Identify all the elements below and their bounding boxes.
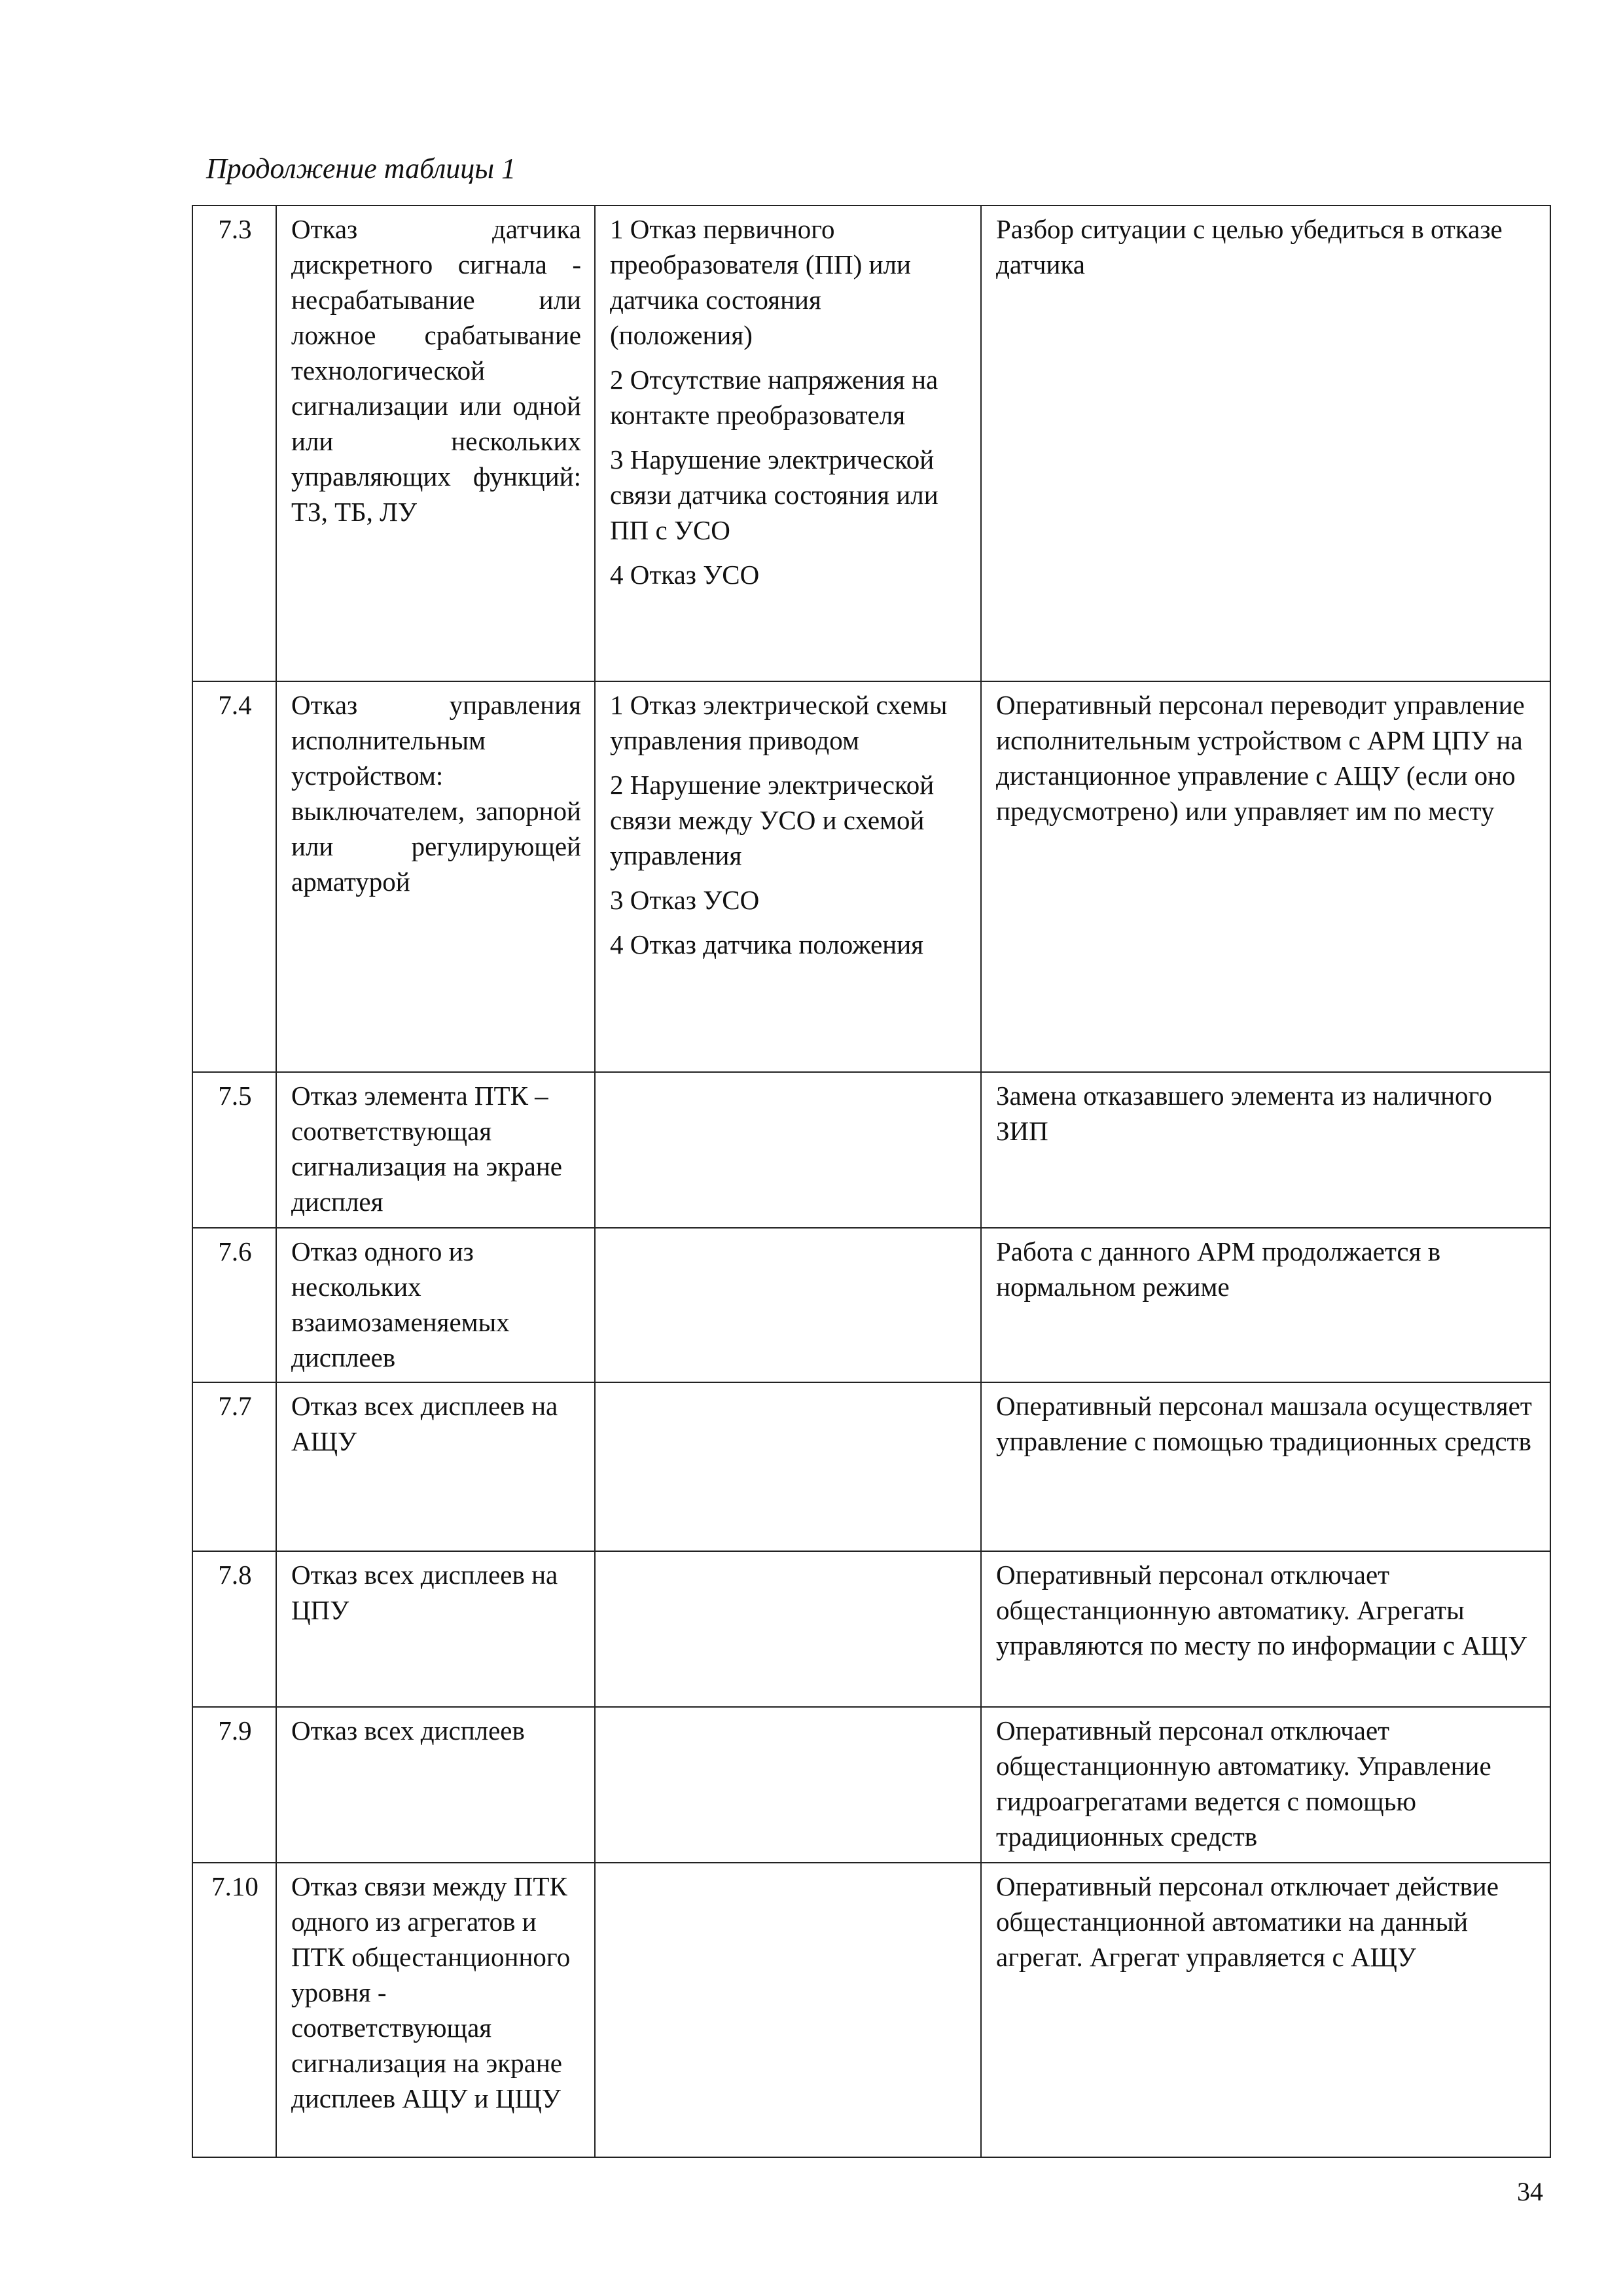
operator-action: Оперативный персонал отключает действие общестанционной автоматики на данный агрегат. Агрегат управляется с АЩУ <box>981 1863 1550 2157</box>
failure-description: Отказ элемента ПТК – соответствующая сигнализация на экране дисплея <box>276 1072 595 1228</box>
operator-action: Оперативный персонал машзала осуществляет управление с помощью традиционных средств <box>981 1382 1550 1551</box>
table-caption: Продолжение таблицы 1 <box>206 152 516 185</box>
table-row <box>192 681 1550 1072</box>
operator-action: Замена отказавшего элемента из наличного ЗИП <box>981 1072 1550 1228</box>
cause-item: 4 Отказ датчика положения <box>610 929 924 960</box>
cause-item: 3 Отказ УСО <box>610 885 760 915</box>
table-row <box>192 206 1550 681</box>
failure-causes <box>595 1382 981 1551</box>
cause-item: 3 Нарушение электрической связи датчика состояния или ПП с УСО <box>610 444 938 545</box>
cause-item: 1 Отказ первичного преобразователя (ПП) или датчика состояния (положения) <box>610 214 911 350</box>
failure-causes <box>595 1551 981 1707</box>
failure-causes <box>595 681 981 1072</box>
failure-causes <box>595 1072 981 1228</box>
row-number: 7.10 <box>192 1863 276 2157</box>
cause-item: 1 Отказ электрической схемы управления приводом <box>610 690 948 755</box>
failure-causes <box>595 1228 981 1382</box>
failure-description: Отказ всех дисплеев на АЩУ <box>276 1382 595 1551</box>
operator-action: Разбор ситуации с целью убедиться в отказе датчика <box>981 206 1550 681</box>
table-row <box>192 1072 1550 1228</box>
failure-description: Отказ связи между ПТК одного из агрегатов и ПТК общестанционного уровня - соответствующая сигнализация на экране дисплеев АЩУ и ЦЩУ <box>276 1863 595 2157</box>
row-number: 7.8 <box>192 1551 276 1707</box>
failure-causes <box>595 1707 981 1863</box>
table-row <box>192 1382 1550 1551</box>
row-number: 7.7 <box>192 1382 276 1551</box>
cause-item: 4 Отказ УСО <box>610 560 760 590</box>
table-row <box>192 1228 1550 1382</box>
page-number: 34 <box>1517 2177 1543 2206</box>
table-row <box>192 1551 1550 1707</box>
failure-causes <box>595 206 981 681</box>
operator-action: Оперативный персонал переводит управление исполнительным устройством с АРМ ЦПУ на дистанционное управление с АЩУ (если оно предусмотрено) или управляет им по месту <box>981 681 1550 1072</box>
operator-action: Работа с данного АРМ продолжается в нормальном режиме <box>981 1228 1550 1382</box>
failure-description: Отказ датчика дискретного сигнала - несрабатывание или ложное срабатывание технологической сигнализации или одной или нескольких управляющих функций: ТЗ, ТБ, ЛУ <box>276 206 595 681</box>
table-row <box>192 1863 1550 2157</box>
operator-action: Оперативный персонал отключает общестанционную автоматику. Управление гидроагрегатами ведется с помощью традиционных средств <box>981 1707 1550 1863</box>
failure-table <box>192 205 1551 2158</box>
row-number: 7.5 <box>192 1072 276 1228</box>
table-row <box>192 1707 1550 1863</box>
row-number: 7.9 <box>192 1707 276 1863</box>
cause-item: 2 Нарушение электрической связи между УСО и схемой управления <box>610 770 935 870</box>
cause-item: 2 Отсутствие напряжения на контакте преобразователя <box>610 365 938 430</box>
failure-causes <box>595 1863 981 2157</box>
failure-description: Отказ всех дисплеев <box>276 1707 595 1863</box>
row-number: 7.6 <box>192 1228 276 1382</box>
failure-description: Отказ управления исполнительным устройством: выключателем, запорной или регулирующей арматурой <box>276 681 595 1072</box>
row-number: 7.4 <box>192 681 276 1072</box>
failure-description: Отказ всех дисплеев на ЦПУ <box>276 1551 595 1707</box>
operator-action: Оперативный персонал отключает общестанционную автоматику. Агрегаты управляются по месту по информации с АЩУ <box>981 1551 1550 1707</box>
row-number: 7.3 <box>192 206 276 681</box>
failure-description: Отказ одного из нескольких взаимозаменяемых дисплеев <box>276 1228 595 1382</box>
